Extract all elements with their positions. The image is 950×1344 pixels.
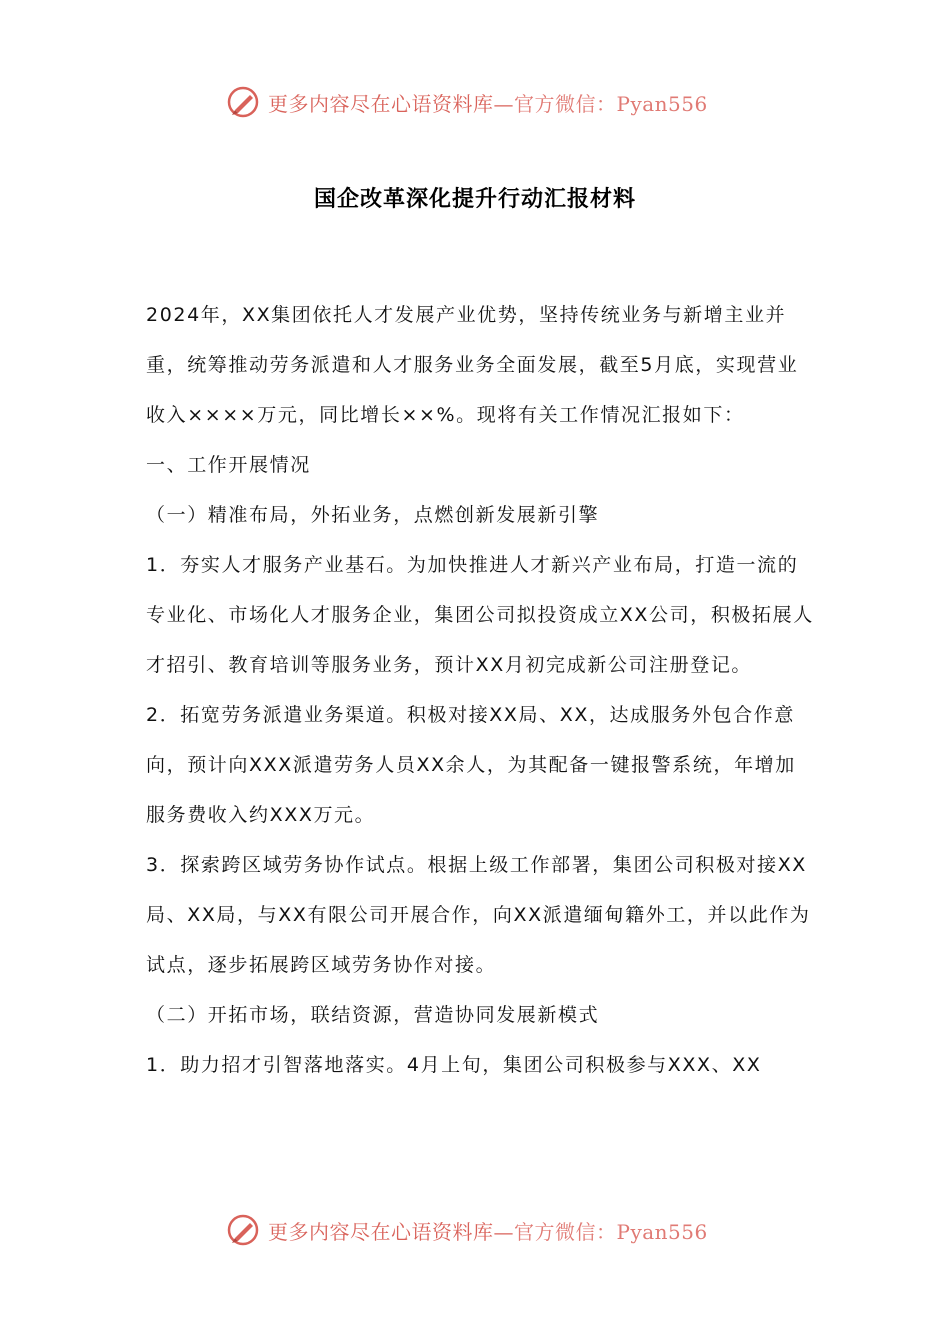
watermark-banner-top [226,84,726,120]
paragraph-item: 3．探索跨区域劳务协作试点。根据上级工作部署，集团公司积极对接XX局、XX局，与XX有限公司开展合作，向XX派遣缅甸籍外工，并以此作为试点，逐步拓展跨区域劳务协作对接。 [146,854,811,976]
section-heading: 一、工作开展情况 [146,454,311,476]
paragraph-intro: 2024年，XX集团依托人才发展产业优势，坚持传统业务与新增主业并重，统筹推动劳务派遣和人才服务业务全面发展，截至5月底，实现营业收入××××万元，同比增长××%。现将有关工作情况汇报如下： [146,304,799,426]
subsection-heading: （二）开拓市场，联结资源，营造协同发展新模式 [146,1004,600,1026]
subsection-heading: （一）精准布局，外拓业务，点燃创新发展新引擎 [146,504,600,526]
watermark-text: 更多内容尽在心语资料库—官方微信：Pyan556 [268,1219,708,1244]
paragraph-item: 1．助力招才引智落地落实。4月上旬，集团公司积极参与XXX、XX [146,1054,762,1076]
paragraph-item: 2．拓宽劳务派遣业务渠道。积极对接XX局、XX，达成服务外包合作意向，预计向XXX派遣劳务人员XX余人，为其配备一键报警系统，年增加服务费收入约XXX万元。 [146,704,796,826]
paragraph-item: 1．夯实人才服务产业基石。为加快推进人才新兴产业布局，打造一流的专业化、市场化人才服务企业，集团公司拟投资成立XX公司，积极拓展人才招引、教育培训等服务业务，预计XX月初完成新公司注册登记。 [146,554,814,676]
document-body [146,290,814,1090]
pen-logo-icon [226,85,260,119]
page-title: 国企改革深化提升行动汇报材料 [313,187,636,212]
watermark-text: 更多内容尽在心语资料库—官方微信：Pyan556 [268,91,708,116]
watermark-banner-bottom [226,1212,726,1248]
pen-logo-icon [226,1213,260,1247]
